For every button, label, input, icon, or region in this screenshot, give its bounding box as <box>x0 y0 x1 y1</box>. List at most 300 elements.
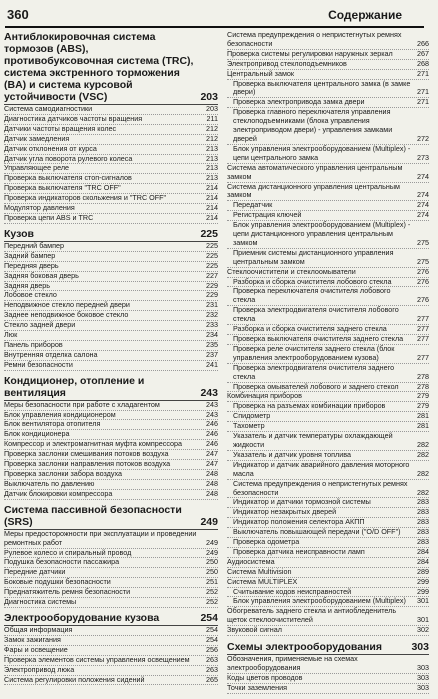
toc-entry <box>227 383 429 393</box>
entry-page-number: 248 <box>206 479 218 488</box>
toc-entry <box>227 287 429 306</box>
entry-page-number: 276 <box>417 295 429 305</box>
entry-title: Блок кондиционера <box>4 430 70 439</box>
entry-page-number: 274 <box>417 201 429 210</box>
toc-section-heading <box>4 612 218 626</box>
entry-page-number: 282 <box>417 468 429 478</box>
entry-page-number: 289 <box>417 567 429 576</box>
entry-title: Проверка заслонки забора воздуха <box>4 470 122 478</box>
entry-page-number: 248 <box>206 470 218 478</box>
toc-entry <box>227 412 429 422</box>
section-title: Электрооборудование кузова <box>4 611 160 624</box>
entry-page-number: 214 <box>206 194 218 203</box>
entry-page-number: 213 <box>206 154 218 163</box>
entry-title: Проверка элементов системы управления освещением <box>4 655 190 664</box>
entry-title: Общая информация <box>4 625 73 634</box>
entry-page-number: 276 <box>417 267 429 276</box>
entry-title: Диагностика системы <box>4 598 77 607</box>
entry-title: Преднатяжитель ремня безопасности <box>4 588 131 597</box>
entry-page-number: 250 <box>206 558 218 567</box>
entry-page-number: 268 <box>417 59 429 68</box>
section-page-number: 254 <box>200 611 218 624</box>
entry-page-number: 246 <box>206 430 218 439</box>
entry-title: Система автоматического управления центральным замком <box>227 163 403 181</box>
section-page-number: 225 <box>200 227 218 240</box>
toc-entry <box>227 98 429 108</box>
toc-entry <box>4 676 218 686</box>
section-title: Схемы электрооборудования <box>227 641 382 654</box>
entry-title: Блок управления кондиционером <box>4 410 116 419</box>
section-title: Кондиционер, отопление и вентиляция <box>4 374 145 399</box>
entry-title: Комбинация приборов <box>227 392 302 401</box>
toc-entry <box>227 528 429 538</box>
header-rule <box>5 26 424 28</box>
entry-title: Разборка и сборка очистителя лобового стекла <box>233 277 392 286</box>
entry-title: Индикатор положения селектора АКПП <box>233 518 365 527</box>
toc-entry <box>4 194 218 204</box>
entry-page-number: 234 <box>206 331 218 340</box>
entry-page-number: 279 <box>417 402 429 411</box>
toc-entry <box>4 242 218 252</box>
toc-entry <box>227 422 429 432</box>
toc-entry <box>227 508 429 518</box>
entry-page-number: 213 <box>206 174 218 183</box>
entry-title: Стекло задней двери <box>4 321 76 330</box>
entry-page-number: 232 <box>206 311 218 320</box>
section-page-number: 249 <box>200 515 218 528</box>
entry-title: Блок вентилятора отопителя <box>4 420 101 429</box>
entry-page-number: 252 <box>206 598 218 607</box>
entry-title: Компрессор и электромагнитная муфта компрессора <box>4 440 182 449</box>
entry-page-number: 229 <box>206 291 218 300</box>
toc-entry <box>4 598 218 608</box>
entry-title: Проверка на разъемах комбинации приборов <box>233 402 386 411</box>
toc-entry <box>227 31 429 50</box>
toc-entry <box>4 411 218 421</box>
entry-page-number: 284 <box>417 557 429 566</box>
entry-page-number: 227 <box>206 271 218 280</box>
toc-entry <box>4 470 218 480</box>
entry-title: Обозначения, применяемые на схемах электрооборудования <box>227 655 358 672</box>
toc-entry <box>4 115 218 125</box>
entry-title: Коды цветов проводов <box>227 673 303 682</box>
entry-page-number: 283 <box>417 498 429 507</box>
entry-title: Люк <box>4 331 18 340</box>
entry-title: Проверка одометра <box>233 538 300 547</box>
toc-entry <box>4 105 218 115</box>
entry-title: Меры безопасности при работе с хладагентом <box>4 400 160 409</box>
entry-page-number: 282 <box>417 450 429 459</box>
entry-page-number: 214 <box>206 204 218 213</box>
toc-entry <box>227 306 429 325</box>
toc-entry <box>4 262 218 272</box>
entry-page-number: 265 <box>206 675 218 684</box>
entry-page-number: 303 <box>417 683 429 692</box>
entry-title: Индикатор и датчики тормозной системы <box>233 498 371 507</box>
toc-entry <box>227 607 429 626</box>
entry-title: Передняя дверь <box>4 261 59 270</box>
toc-entry <box>227 674 429 684</box>
entry-title: Проверка заслонки смешивания потоков воздуха <box>4 450 169 459</box>
entry-title: Система регулировки положения сидений <box>4 675 145 684</box>
toc-entry <box>4 155 218 165</box>
toc-entry <box>227 60 429 70</box>
toc-entry <box>227 108 429 145</box>
entry-page-number: 278 <box>417 371 429 381</box>
entry-title: Внутренняя отделка салона <box>4 350 98 359</box>
entry-page-number: 214 <box>206 213 218 222</box>
entry-page-number: 266 <box>417 38 429 48</box>
toc-entry <box>227 451 429 461</box>
toc-entry <box>4 440 218 450</box>
entry-title: Фары и освещение <box>4 645 68 654</box>
toc-entry <box>4 420 218 430</box>
entry-title: Задний бампер <box>4 251 56 260</box>
toc-section-heading <box>4 228 218 242</box>
toc-entry <box>4 125 218 135</box>
toc-section-heading <box>4 504 218 530</box>
entry-page-number: 275 <box>417 256 429 266</box>
toc-entry <box>4 656 218 666</box>
entry-page-number: 251 <box>206 578 218 587</box>
entry-title: Боковые подушки безопасности <box>4 578 111 587</box>
entry-page-number: 276 <box>417 277 429 286</box>
entry-title: Передатчик <box>233 201 273 210</box>
toc-entry <box>227 626 429 636</box>
toc-entry <box>227 480 429 499</box>
entry-page-number: 212 <box>206 124 218 133</box>
toc-entry <box>227 568 429 578</box>
toc-entry <box>4 311 218 321</box>
toc-entry <box>4 558 218 568</box>
toc-section-heading <box>227 641 429 655</box>
entry-page-number: 281 <box>417 422 429 431</box>
entry-page-number: 225 <box>206 251 218 260</box>
toc-entry <box>4 135 218 145</box>
entry-page-number: 272 <box>417 133 429 143</box>
section-title: Антиблокировочная система тормозов (ABS), противобуксовочная система (TRC), система экстренного торможения (BA) и система курсовой устойчивости (VSC) <box>4 31 194 103</box>
entry-page-number: 303 <box>417 663 429 672</box>
entry-page-number: 247 <box>206 450 218 459</box>
entry-page-number: 241 <box>206 360 218 369</box>
entry-page-number: 252 <box>206 588 218 597</box>
toc-entry <box>4 214 218 224</box>
entry-page-number: 246 <box>206 420 218 429</box>
section-page-number: 203 <box>200 91 218 103</box>
toc-entry <box>4 636 218 646</box>
entry-title: Задняя боковая дверь <box>4 271 79 280</box>
entry-page-number: 277 <box>417 314 429 324</box>
toc-entry <box>227 364 429 383</box>
entry-title: Разборка и сборка очистителя заднего стекла <box>233 325 387 334</box>
toc-entry <box>4 204 218 214</box>
toc-entry <box>227 538 429 548</box>
toc-entry <box>4 588 218 598</box>
page-title: Содержание <box>328 8 402 22</box>
entry-title: Спидометр <box>233 412 271 421</box>
entry-page-number: 277 <box>417 352 429 362</box>
toc-entry <box>227 498 429 508</box>
entry-page-number: 243 <box>206 410 218 419</box>
entry-page-number: 213 <box>206 144 218 153</box>
entry-title: Датчик блокировки компрессора <box>4 489 113 498</box>
entry-title: Выключатель повышающей передачи ("O/D OFF") <box>233 528 401 537</box>
toc-entry <box>227 597 429 607</box>
toc-entry <box>227 655 429 674</box>
entry-title: Датчик угла поворота рулевого колеса <box>4 154 133 163</box>
entry-page-number: 249 <box>206 537 218 547</box>
entry-title: Проверка заслонки направления потоков воздуха <box>4 460 171 469</box>
toc-entry <box>4 174 218 184</box>
entry-page-number: 273 <box>417 152 429 162</box>
entry-title: Задняя дверь <box>4 281 50 290</box>
entry-page-number: 283 <box>417 508 429 517</box>
toc-entry <box>227 392 429 402</box>
entry-title: Подушка безопасности пассажира <box>4 558 120 567</box>
entry-title: Индикатор незакрытых дверей <box>233 508 337 517</box>
toc-entry <box>227 578 429 588</box>
toc-entry <box>4 282 218 292</box>
toc-entry <box>227 325 429 335</box>
section-title: Система пассивной безопасности (SRS) <box>4 503 182 528</box>
toc-entry <box>227 345 429 364</box>
entry-title: Датчик отклонения от курса <box>4 144 97 153</box>
toc-entry <box>227 201 429 211</box>
entry-page-number: 256 <box>206 645 218 654</box>
entry-title: Система дистанционного управления центральным замком <box>227 182 400 200</box>
entry-title: Лобовое стекло <box>4 291 57 300</box>
entry-page-number: 214 <box>206 184 218 193</box>
toc-entry <box>4 646 218 656</box>
entry-page-number: 302 <box>417 626 429 635</box>
section-title: Кузов <box>4 227 34 240</box>
entry-title: Система Multivision <box>227 567 292 576</box>
entry-title: Проверка омывателей лобового и заднего стекол <box>233 382 399 391</box>
entry-title: Аудиосистема <box>227 557 275 566</box>
entry-page-number: 279 <box>417 392 429 401</box>
entry-page-number: 299 <box>417 577 429 586</box>
entry-title: Передний бампер <box>4 241 64 250</box>
entry-title: Проверка системы регулировки наружных зеркал <box>227 49 393 58</box>
entry-title: Электропривод люка <box>4 665 75 674</box>
entry-page-number: 283 <box>417 528 429 537</box>
toc-entry <box>227 268 429 278</box>
entry-page-number: 271 <box>417 87 429 97</box>
toc-entry <box>4 401 218 411</box>
toc-entry <box>227 461 429 480</box>
entry-title: Тахометр <box>233 422 265 431</box>
toc-entry <box>4 331 218 341</box>
entry-page-number: 254 <box>206 625 218 634</box>
entry-title: Проверка электродвигателя очистителя лобового стекла <box>233 306 399 324</box>
entry-page-number: 247 <box>206 460 218 469</box>
entry-page-number: 274 <box>417 171 429 181</box>
entry-page-number: 229 <box>206 281 218 290</box>
entry-page-number: 271 <box>417 69 429 78</box>
entry-title: Ремни безопасности <box>4 360 73 369</box>
entry-title: Обогреватель заднего стекла и антиобледенитель щеток стеклоочистителей <box>227 607 397 625</box>
entry-title: Проверка переключателя очистителя лобового стекла <box>233 287 391 305</box>
toc-entry <box>227 211 429 221</box>
toc-left-column <box>4 31 218 685</box>
toc-entry <box>227 335 429 345</box>
entry-title: Указатель и датчик температуры охлаждающей жидкости <box>233 432 393 449</box>
entry-page-number: 243 <box>206 400 218 409</box>
entry-title: Приемник системы дистанционного управления центральным замком <box>233 248 394 266</box>
toc-entry <box>227 70 429 80</box>
toc-entry <box>4 626 218 636</box>
section-page-number: 303 <box>411 641 429 654</box>
entry-title: Считывание кодов неисправностей <box>233 587 352 596</box>
entry-page-number: 278 <box>417 382 429 391</box>
toc-entry <box>227 402 429 412</box>
toc-entry <box>227 249 429 268</box>
entry-page-number: 299 <box>417 587 429 596</box>
entry-title: Рулевое колесо и спиральный провод <box>4 548 132 557</box>
toc-entry <box>4 666 218 676</box>
toc-entry <box>4 145 218 155</box>
toc-entry <box>4 272 218 282</box>
toc-entry <box>4 351 218 361</box>
entry-page-number: 231 <box>206 301 218 310</box>
entry-page-number: 203 <box>206 105 218 113</box>
entry-title: Индикатор и датчик аварийного давления моторного масла <box>233 460 410 478</box>
entry-page-number: 284 <box>417 547 429 556</box>
entry-title: Проверка цепи ABS и TRC <box>4 213 94 222</box>
entry-page-number: 249 <box>206 548 218 557</box>
toc-entry <box>227 221 429 249</box>
entry-title: Панель приборов <box>4 340 63 349</box>
toc-entry <box>227 183 429 202</box>
toc-entry <box>4 450 218 460</box>
entry-title: Система предупреждения о непристегнутых ремнях безопасности <box>227 31 402 48</box>
entry-title: Проверка индикаторов скольжения и "TRC OFF" <box>4 194 167 203</box>
toc-entry <box>4 549 218 559</box>
entry-title: Стеклоочистители и стеклоомыватели <box>227 267 356 276</box>
entry-title: Блок управления электрооборудованием (Multiplex) - цепи дистанционного управления центральным замком <box>233 221 411 247</box>
entry-title: Указатель и датчик уровня топлива <box>233 450 351 459</box>
entry-title: Точки заземления <box>227 683 288 692</box>
entry-page-number: 282 <box>417 487 429 497</box>
entry-page-number: 248 <box>206 489 218 498</box>
section-page-number: 243 <box>200 386 218 399</box>
toc-entry <box>4 184 218 194</box>
toc-entry <box>4 164 218 174</box>
toc-right-column <box>227 31 429 694</box>
entry-title: Центральный замок <box>227 69 295 78</box>
toc-entry <box>4 321 218 331</box>
entry-page-number: 225 <box>206 261 218 270</box>
entry-title: Проверка выключателя центрального замка (в замке двери) <box>233 79 411 97</box>
toc-entry <box>227 588 429 598</box>
entry-page-number: 281 <box>417 412 429 421</box>
entry-title: Система самодиагностики <box>4 105 93 113</box>
entry-title: Звуковой сигнал <box>227 626 282 635</box>
toc-entry <box>227 145 429 164</box>
entry-title: Выключатель по давлению <box>4 479 95 488</box>
entry-title: Проверка главного переключателя управления стеклоподъемниками (блока управления электроприводом двери) - управления замками дверей <box>233 108 393 143</box>
entry-page-number: 275 <box>417 237 429 247</box>
entry-title: Передние датчики <box>4 568 66 577</box>
entry-title: Датчики частоты вращения колес <box>4 124 117 133</box>
toc-entry <box>227 164 429 183</box>
entry-title: Меры предосторожности при эксплуатации и проведении ремонтных работ <box>4 529 197 547</box>
entry-title: Проверка выключателя стоп-сигналов <box>4 174 132 183</box>
entry-title: Регистрация ключей <box>233 211 302 220</box>
entry-title: Система предупреждения о непристегнутых ремнях безопасности <box>233 479 408 497</box>
toc-entry <box>4 301 218 311</box>
entry-page-number: 225 <box>206 241 218 250</box>
toc-entry <box>4 341 218 351</box>
toc-section-heading <box>4 375 218 401</box>
entry-page-number: 263 <box>206 665 218 674</box>
entry-page-number: 267 <box>417 49 429 58</box>
entry-title: Проверка реле очистителя заднего стекла (блок управления электрооборудованием кузова) <box>233 344 395 362</box>
entry-page-number: 235 <box>206 340 218 349</box>
entry-page-number: 237 <box>206 350 218 359</box>
toc-entry <box>227 50 429 60</box>
entry-page-number: 274 <box>417 190 429 200</box>
toc-entry <box>4 490 218 500</box>
entry-title: Управляющее реле <box>4 164 70 173</box>
entry-title: Диагностика датчиков частоты вращения <box>4 114 143 123</box>
toc-entry <box>227 278 429 288</box>
toc-entry <box>4 578 218 588</box>
toc-entry <box>4 430 218 440</box>
entry-title: Система MULTIPLEX <box>227 577 298 586</box>
entry-title: Проверка выключателя очистителя заднего стекла <box>233 335 404 343</box>
toc-entry <box>4 252 218 262</box>
toc-entry <box>227 548 429 558</box>
toc-entry <box>227 432 429 451</box>
toc-entry <box>227 518 429 528</box>
entry-page-number: 301 <box>417 597 429 606</box>
entry-page-number: 282 <box>417 439 429 449</box>
toc-entry <box>4 291 218 301</box>
toc-entry <box>227 80 429 99</box>
entry-page-number: 283 <box>417 518 429 527</box>
entry-page-number: 233 <box>206 321 218 330</box>
entry-title: Замок зажигания <box>4 635 61 644</box>
toc-entry <box>4 460 218 470</box>
entry-page-number: 250 <box>206 568 218 577</box>
toc-entry <box>227 558 429 568</box>
entry-page-number: 277 <box>417 335 429 343</box>
entry-page-number: 301 <box>417 615 429 625</box>
entry-page-number: 213 <box>206 164 218 173</box>
entry-page-number: 274 <box>417 211 429 220</box>
entry-title: Модулятор давления <box>4 204 75 213</box>
toc-section-heading <box>4 31 218 105</box>
toc-entry <box>4 530 218 549</box>
entry-title: Блок управления электрооборудованием (Multiplex) - цепи центрального замка <box>233 144 411 162</box>
entry-page-number: 263 <box>206 655 218 664</box>
entry-title: Блок управления электрооборудованием (Multiplex) <box>233 597 406 606</box>
entry-page-number: 212 <box>206 134 218 143</box>
entry-page-number: 303 <box>417 673 429 682</box>
toc-entry <box>4 480 218 490</box>
entry-title: Заднее неподвижное боковое стекло <box>4 311 129 320</box>
entry-title: Неподвижное стекло передней двери <box>4 301 130 310</box>
entry-title: Электропривод стеклоподъемников <box>227 59 347 68</box>
entry-title: Датчик замедления <box>4 134 70 143</box>
entry-title: Проверка выключателя "TRC OFF" <box>4 184 121 193</box>
entry-title: Проверка электродвигателя очистителя заднего стекла <box>233 363 395 381</box>
entry-page-number: 271 <box>417 98 429 107</box>
entry-page-number: 283 <box>417 538 429 547</box>
entry-page-number: 277 <box>417 325 429 334</box>
entry-page-number: 246 <box>206 440 218 449</box>
